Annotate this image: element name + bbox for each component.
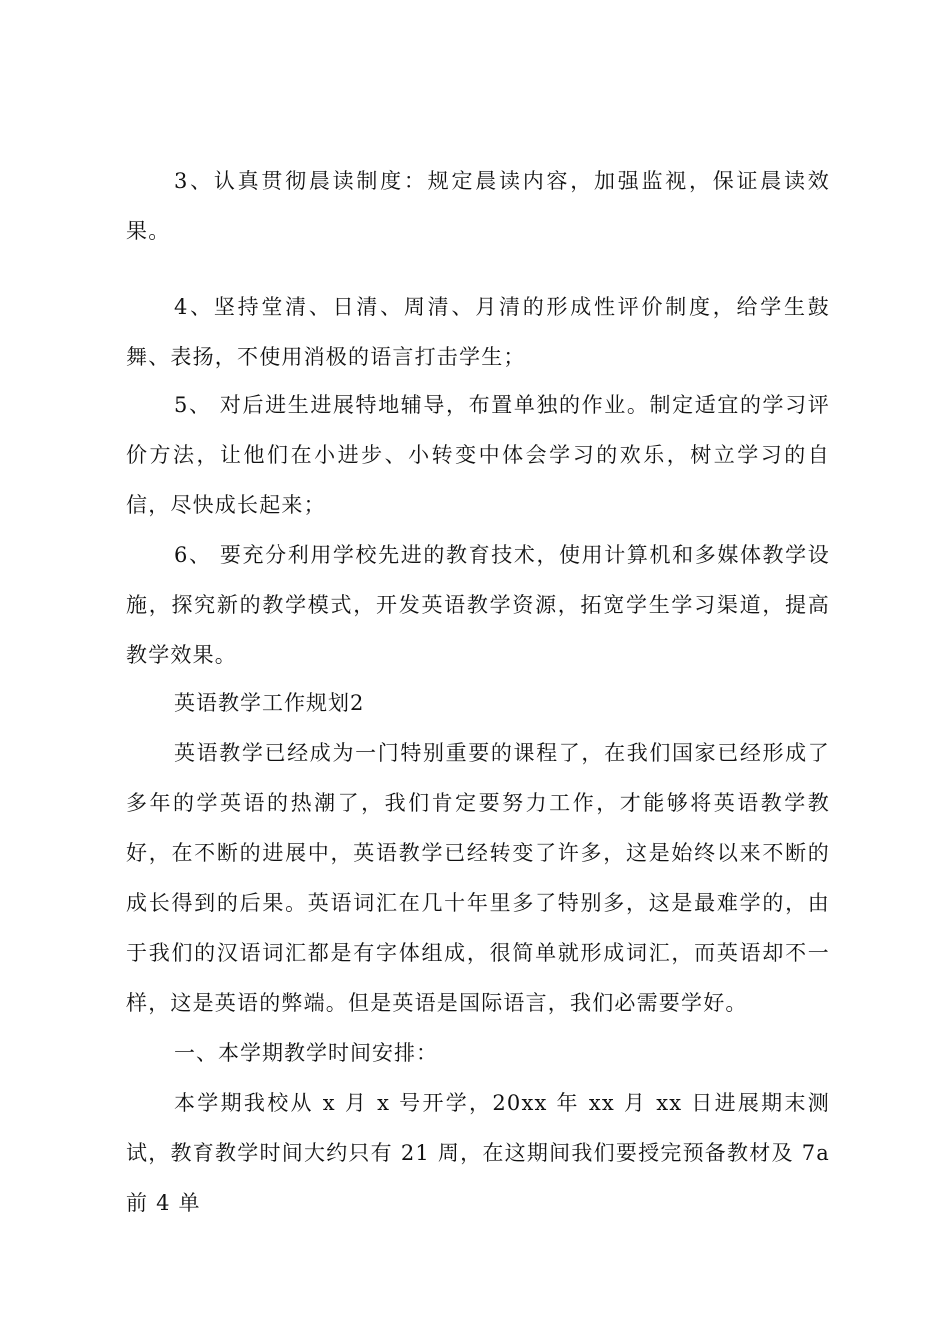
paragraph-item-3: 3、认真贯彻晨读制度：规定晨读内容，加强监视，保证晨读效果。	[126, 169, 830, 243]
section-title-plan-2: 英语教学工作规划2	[174, 691, 365, 715]
section-heading-schedule: 一、本学期教学时间安排：	[174, 1041, 438, 1065]
paragraph-item-6: 6、 要充分利用学校先进的教育技术，使用计算机和多媒体教学设施，探究新的教学模式，开发英语教学资源，拓宽学生学习渠道，提高教学效果。	[126, 543, 830, 667]
paragraph-item-5: 5、 对后进生进展特地辅导，布置单独的作业。制定适宜的学习评价方法，让他们在小进步、小转变中体会学习的欢乐，树立学习的自信，尽快成长起来；	[126, 393, 830, 517]
paragraph-item-4: 4、坚持堂清、日清、周清、月清的形成性评价制度，给学生鼓舞、表扬，不使用消极的语言打击学生；	[126, 295, 830, 369]
intro-paragraph: 英语教学已经成为一门特别重要的课程了，在我们国家已经形成了多年的学英语的热潮了，我们肯定要努力工作，才能够将英语教学教好，在不断的进展中，英语教学已经转变了许多，这是始终以来不断的成长得到的后果。英语词汇在几十年里多了特别多，这是最难学的，由于我们的汉语词汇都是有字体组成，很简单就形成词汇，而英语却不一样，这是英语的弊端。但是英语是国际语言，我们必需要学好。	[126, 741, 830, 1015]
schedule-paragraph: 本学期我校从 x 月 x 号开学，20xx 年 xx 月 xx 日进展期末测试，教育教学时间大约只有 21 周，在这期间我们要授完预备教材及 7a 前 4 单	[126, 1091, 830, 1215]
